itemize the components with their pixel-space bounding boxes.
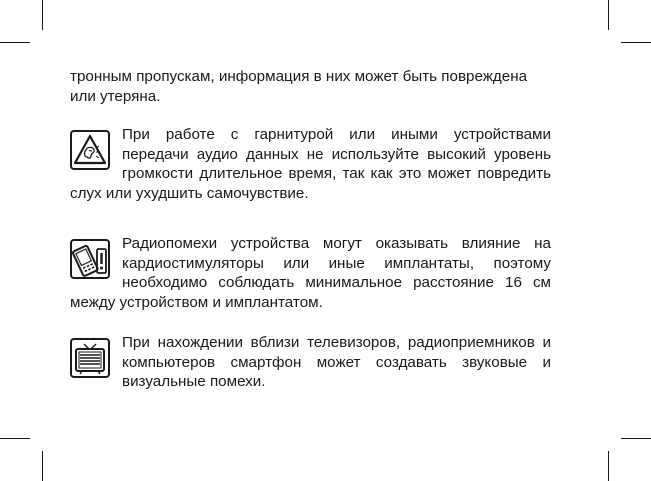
- safety-note-hearing: [70, 125, 551, 203]
- crop-mark-bottom-right-horizontal: [621, 438, 651, 439]
- safety-note-tv-interference: [70, 333, 551, 392]
- crop-mark-bottom-left-horizontal: [0, 438, 30, 439]
- crop-mark-bottom-right-vertical: [608, 451, 609, 481]
- safety-note-text: При работе с гарнитурой или иными устройствами передачи аудио данных не используйте высокий уровень громкости длительное время, так как это может повредить слух или ухудшить самочувствие.: [70, 126, 551, 202]
- safety-note-text: Радиопомехи устройства могут оказывать влияние на кардиостимуляторы или иные имплантаты, поэтому необходимо соблюдать минимальное расстояние 16 см между устройством и имплантатом.: [70, 235, 551, 311]
- intro-paragraph: тронным пропускам, информация в них может быть повреждена или утеряна.: [70, 68, 528, 105]
- hearing-warning-icon: [70, 130, 110, 170]
- crop-mark-top-left-horizontal: [0, 42, 30, 43]
- safety-note-pacemaker: [70, 234, 551, 312]
- pacemaker-phone-icon: [70, 239, 110, 279]
- crop-mark-top-right-vertical: [608, 0, 609, 30]
- crop-mark-bottom-left-vertical: [42, 451, 43, 481]
- tv-interference-icon: [70, 338, 110, 378]
- crop-mark-top-left-vertical: [42, 0, 43, 30]
- crop-mark-top-right-horizontal: [621, 42, 651, 43]
- safety-note-text: При нахождении вблизи телевизоров, радиоприемников и компьютеров смартфон может создавать звуковые и визуальные помехи.: [122, 334, 551, 390]
